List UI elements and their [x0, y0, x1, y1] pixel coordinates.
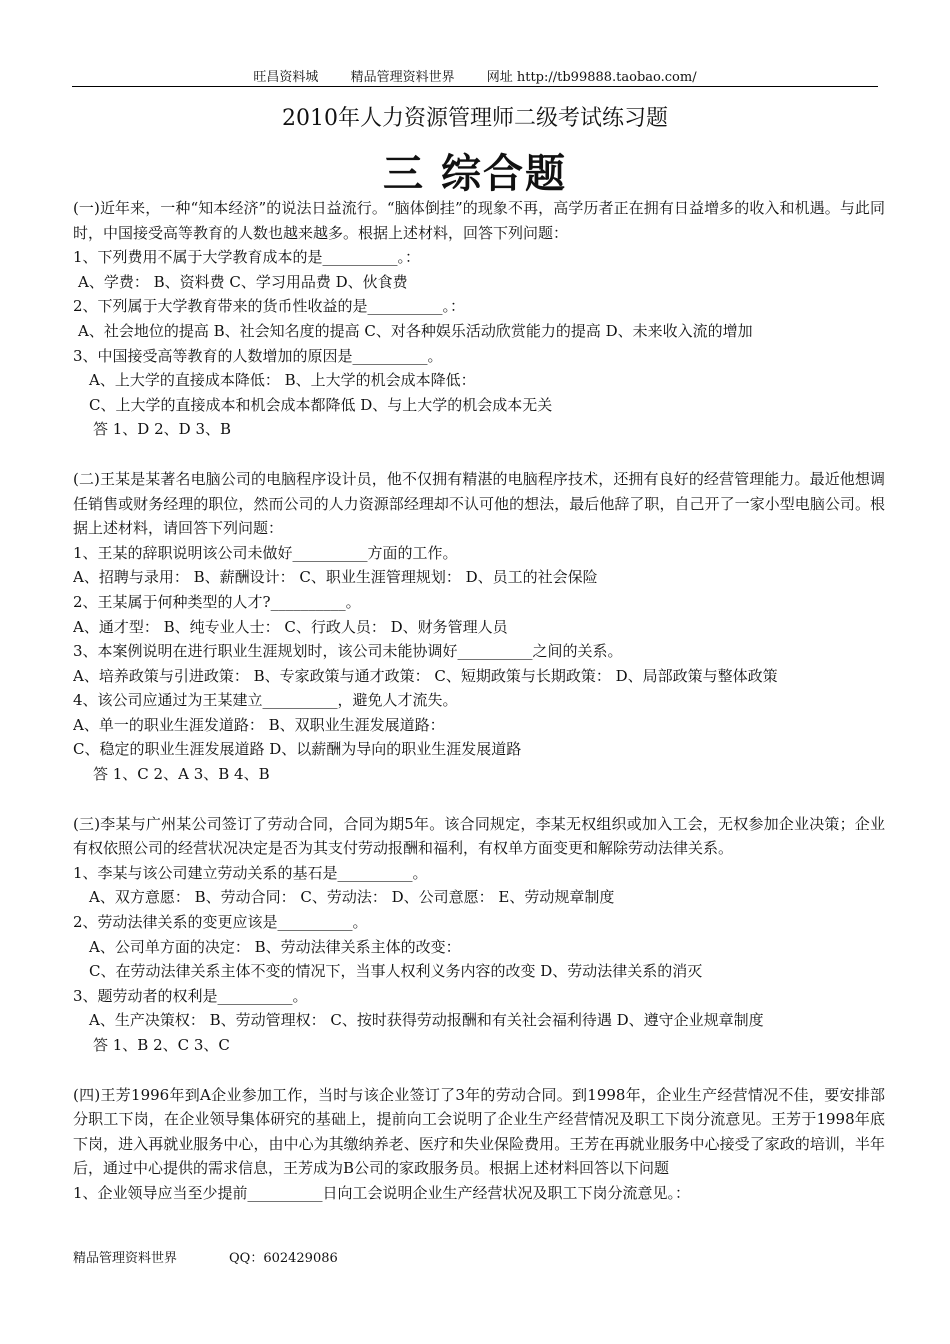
options-line: A、双方意愿： B、劳动合同： C、劳动法： D、公司意愿： E、劳动规章制度 [89, 888, 615, 907]
options-line: A、生产决策权： B、劳动管理权： C、按时获得劳动报酬和有关社会福利待遇 D、遵守企业规章制度 [89, 1011, 764, 1030]
options-line: A、社会地位的提高 B、社会知名度的提高 C、对各种娱乐活动欣赏能力的提高 D、未来收入流的增加 [78, 321, 753, 340]
case-text: (二)王某是某著名电脑公司的电脑程序设计员，他不仅拥有精湛的电脑程序技术，还拥有良好的经营管理能力。最近他想调任销售或财务经理的职位，然而公司的人力资源部经理却不认可他的想法，最后他辞了职，自己开了一家小型电脑公司。根据上述材料，请回答下列问题： [73, 469, 885, 538]
question-line: 1、企业领导应当至少提前__________日向工会说明企业生产经营状况及职工下岗分流意见。： [73, 1183, 691, 1202]
case-text: (四)王芳1996年到A企业参加工作，当时与该企业签订了3年的劳动合同。到1998年，企业生产经营情况不佳，要安排部分职工下岗，在企业领导集体研究的基础上，提前向工会说明了企业生产经营情况及职工下岗分流意见。王芳于1998年底下岗，进入再就业服务中心，由中心为其缴纳养老、医疗和失业保险费用。王芳在再就业服务中心接受了家政的培训，半年后，通过中心提供的需求信息，王芳成为B公司的家政服务员。根据上述材料回答以下问题 [73, 1085, 885, 1178]
spacer [73, 1058, 885, 1083]
header-url[interactable]: 网址 http://tb99888.taobao.com/ [486, 70, 697, 85]
question-line: 3、题劳动者的权利是__________。 [73, 986, 308, 1005]
footer-qq: QQ：602429086 [229, 1251, 338, 1266]
question-line: 2、下列属于大学教育带来的货币性收益的是__________。： [73, 297, 466, 316]
answer-line: 答 1、D 2、D 3、B [93, 420, 232, 439]
options-line: C、上大学的直接成本和机会成本都降低 D、与上大学的机会成本无关 [89, 395, 553, 414]
section-title: 三 综合题 [383, 150, 567, 197]
header-site: 精品管理资料世界 [350, 70, 455, 85]
case-block [73, 196, 885, 442]
options-line: A、上大学的直接成本降低： B、上大学的机会成本降低： [89, 371, 476, 390]
question-line: 2、王某属于何种类型的人才?__________。 [73, 592, 361, 611]
options-line: A、学费： B、资料费 C、学习用品费 D、伙食费 [78, 272, 408, 291]
options-line: A、单一的职业生涯发道路： B、双职业生涯发展道路： [73, 715, 445, 734]
footer-site: 精品管理资料世界 [73, 1251, 178, 1266]
header-divider [72, 86, 878, 87]
document-title: 2010年人力资源管理师二级考试练习题 [282, 106, 668, 131]
options-line: A、公司单方面的决定： B、劳动法律关系主体的改变： [89, 937, 461, 956]
page-header [0, 66, 950, 85]
options-line: C、稳定的职业生涯发展道路 D、以薪酬为导向的职业生涯发展道路 [73, 740, 522, 759]
options-line: A、通才型： B、纯专业人士： C、行政人员： D、财务管理人员 [73, 617, 508, 636]
options-line: C、在劳动法律关系主体不变的情况下，当事人权利义务内容的改变 D、劳动法律关系的消灭 [89, 962, 703, 981]
question-line: 1、下列费用不属于大学教育成本的是__________。： [73, 248, 421, 267]
question-line: 1、王某的辞职说明该公司未做好__________方面的工作。 [73, 543, 458, 562]
spacer [73, 442, 885, 467]
header-shop: 旺昌资料城 [253, 70, 319, 85]
answer-line: 答 1、C 2、A 3、B 4、B [93, 765, 270, 784]
case-text: (三)李某与广州某公司签订了劳动合同，合同为期5年。该合同规定，李某无权组织或加入工会，无权参加企业决策；企业有权依照公司的经营状况决定是否为其支付劳动报酬和福利，有权单方面变更和解除劳动法律关系。 [73, 814, 885, 858]
answer-line: 答 1、B 2、C 3、C [93, 1036, 230, 1054]
spacer [73, 787, 885, 812]
document-body [73, 196, 885, 1206]
options-line: A、培养政策与引进政策： B、专家政策与通才政策： C、短期政策与长期政策： D、局部政策与整体政策 [73, 666, 778, 685]
question-line: 4、该公司应通过为王某建立__________，避免人才流失。 [73, 691, 458, 710]
question-line: 3、本案例说明在进行职业生涯规划时，该公司未能协调好__________之间的关系。 [73, 642, 623, 661]
case-block [73, 812, 885, 1058]
options-line: A、招聘与录用： B、薪酬设计： C、职业生涯管理规划： D、员工的社会保险 [73, 568, 598, 587]
question-line: 1、李某与该公司建立劳动关系的基石是__________。 [73, 863, 428, 882]
case-text: (一)近年来，一种“知本经济”的说法日益流行。“脑体倒挂”的现象不再，高学历者正在拥有日益增多的收入和机遇。与此同时，中国接受高等教育的人数也越来越多。根据上述材料，回答下列问题： [73, 199, 885, 242]
case-block [73, 467, 885, 787]
question-line: 3、中国接受高等教育的人数增加的原因是__________。 [73, 346, 443, 365]
case-block [73, 1083, 885, 1206]
page-footer [73, 1247, 338, 1266]
question-line: 2、劳动法律关系的变更应该是__________。 [73, 913, 368, 932]
